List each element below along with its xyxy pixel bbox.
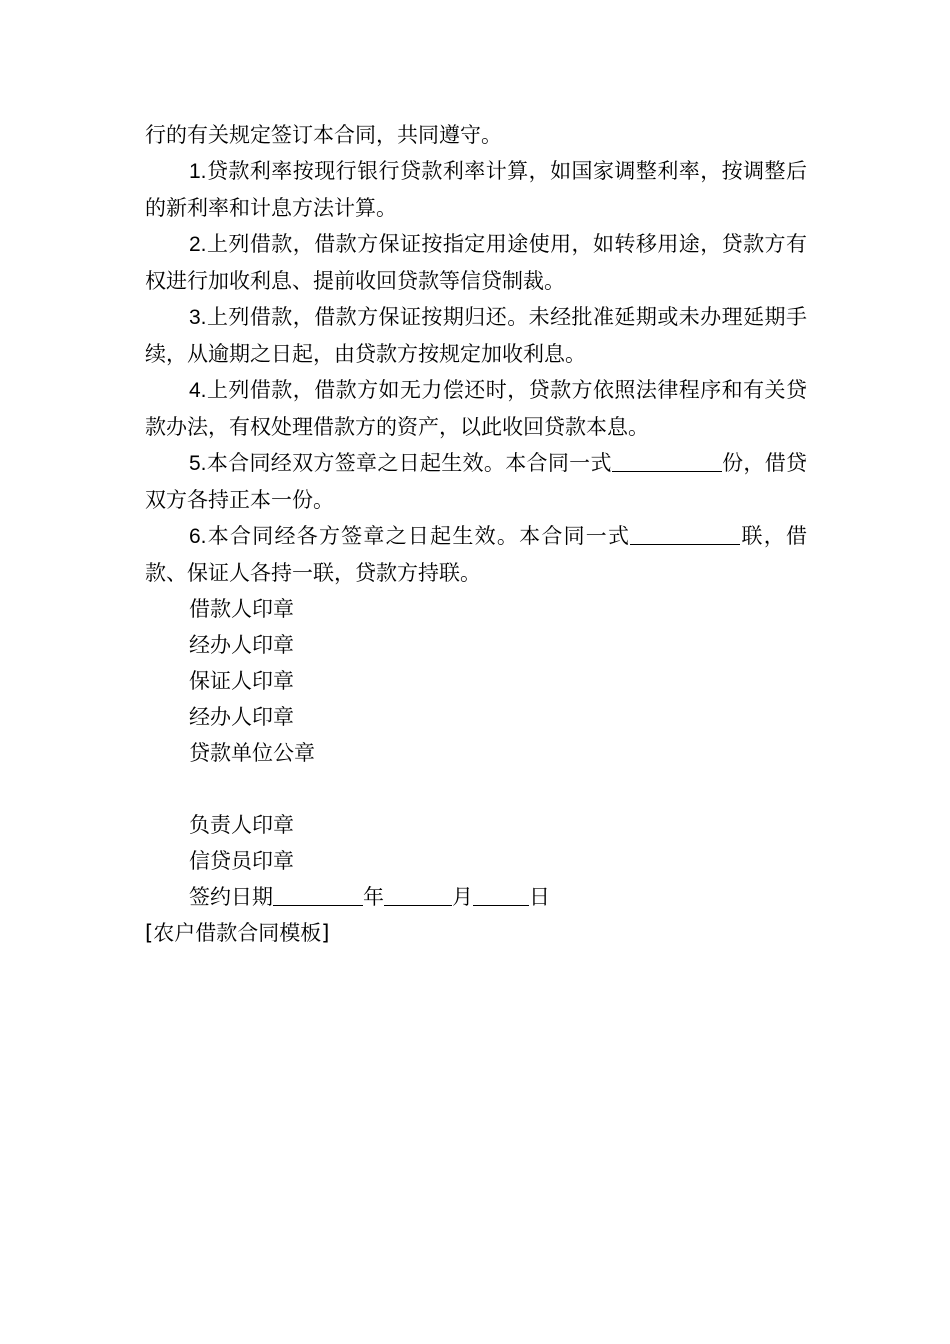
day-blank[interactable] xyxy=(473,881,529,906)
clause-3 xyxy=(145,299,807,372)
month-blank[interactable] xyxy=(384,881,452,906)
clause-6-number: 6. xyxy=(189,525,207,548)
year-blank[interactable] xyxy=(273,881,363,906)
clause-2-text: 上列借款，借款方保证按指定用途使用，如转移用途，贷款方有权进行加收利息、提前收回贷款等信贷制裁。 xyxy=(145,232,807,293)
clause-5-text-after: 份，借贷双方各持正本一份。 xyxy=(145,451,808,512)
guarantor-seal-label: 保证人印章 xyxy=(189,669,294,693)
clause-2-number: 2. xyxy=(189,233,207,256)
clause-2 xyxy=(145,226,807,299)
credit-officer-seal-label: 信贷员印章 xyxy=(189,849,294,873)
clause-5-number: 5. xyxy=(189,452,207,475)
day-label: 日 xyxy=(529,885,550,909)
copies-count-blank-2[interactable] xyxy=(630,520,740,545)
month-label: 月 xyxy=(452,885,473,909)
clause-6-text-after: 联，借款、保证人各持一联，贷款方持联。 xyxy=(145,524,808,585)
intro-tail-text: 行的有关规定签订本合同，共同遵守。 xyxy=(145,123,502,147)
clause-4 xyxy=(145,372,807,445)
handler-seal-label-2: 经办人印章 xyxy=(189,705,294,729)
responsible-person-seal-label: 负责人印章 xyxy=(189,813,294,837)
lender-official-seal-label: 贷款单位公章 xyxy=(189,741,315,765)
clause-1-text: 贷款利率按现行银行贷款利率计算，如国家调整利率，按调整后的新利率和计息方法计算。 xyxy=(145,159,807,220)
clause-3-number: 3. xyxy=(189,306,207,329)
year-label: 年 xyxy=(363,885,384,909)
handler-seal-label-1: 经办人印章 xyxy=(189,633,294,657)
clause-5 xyxy=(145,445,807,518)
footer-template-tag: [农户借款合同模板] xyxy=(145,921,330,945)
clause-5-text-before: 本合同经双方签章之日起生效。本合同一式 xyxy=(206,451,612,475)
clause-1 xyxy=(145,153,807,226)
signing-date-line xyxy=(145,879,807,915)
clause-6 xyxy=(145,518,807,591)
clause-1-number: 1. xyxy=(189,160,207,183)
copies-count-blank[interactable] xyxy=(612,447,722,472)
clause-6-text-before: 本合同经各方签章之日起生效。本合同一式 xyxy=(206,524,631,548)
clause-4-number: 4. xyxy=(189,379,207,402)
borrower-seal-label: 借款人印章 xyxy=(189,597,294,621)
document-body xyxy=(145,117,807,951)
intro-tail-paragraph xyxy=(145,117,807,153)
signing-date-label: 签约日期 xyxy=(189,885,273,909)
clause-3-text: 上列借款，借款方保证按期归还。未经批准延期或未办理延期手续，从逾期之日起，由贷款方按规定加收利息。 xyxy=(145,305,807,366)
spacer-line xyxy=(145,771,807,807)
clause-4-text: 上列借款，借款方如无力偿还时，贷款方依照法律程序和有关贷款办法，有权处理借款方的资产，以此收回贷款本息。 xyxy=(145,378,807,439)
